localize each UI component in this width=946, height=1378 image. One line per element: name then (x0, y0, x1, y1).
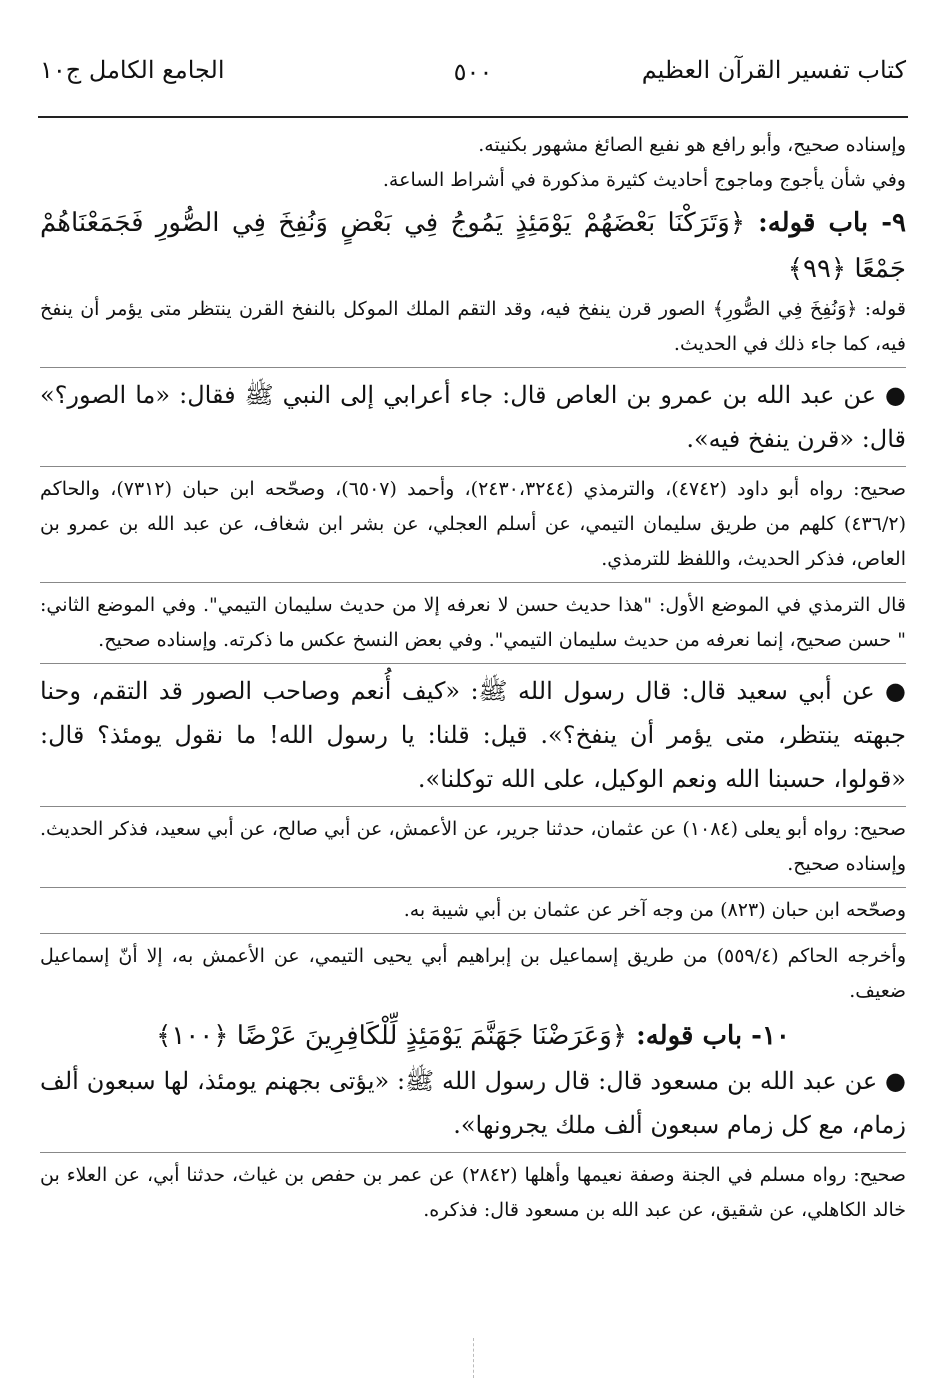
chapter-9-verse: ﴿وَتَرَكْنَا بَعْضَهُمْ يَوْمَئِذٍ يَمُوجُ فِي بَعْضٍ وَنُفِخَ فِي الصُّورِ فَجَمَعْنَاهُمْ جَمْعًا ﴿٩٩﴾ (40, 208, 906, 284)
divider (40, 806, 906, 807)
volume-label: الجامع الكامل ج١٠ (40, 56, 225, 84)
hadith-1: ● عن عبد الله بن عمرو بن العاص قال: جاء أعرابي إلى النبي ﷺ فقال: «ما الصور؟» قال: «قرن ينفخ فيه». (40, 381, 906, 453)
divider (40, 367, 906, 368)
chapter-10-verse: ﴿وَعَرَضْنَا جَهَنَّمَ يَوْمَئِذٍ لِّلْكَافِرِينَ عَرْضًا ﴿١٠٠﴾ (156, 1021, 628, 1051)
takhrij-1: صحيح: رواه أبو داود (٤٧٤٢)، والترمذي (٢٤٣٠،٣٢٤٤)، وأحمد (٦٥٠٧)، وصحّحه ابن حبان (٧٣١٢)، والحاكم (٤٣٦/٢) كلهم من طريق سليمان التيمي، عن أسلم العجلي، عن بشر ابن شغاف، عن عبد الله بن عمرو بن العاص، فذكر الحديث، واللفظ للترمذي. (40, 478, 906, 570)
divider (40, 663, 906, 664)
page-number: ٥٠٠ (453, 58, 493, 86)
takhrij-3: صحيح: رواه مسلم في الجنة وصفة نعيمها وأهلها (٢٨٤٢) عن عمر بن حفص بن غياث، حدثنا أبي، عن العلاء بن خالد الكاهلي، عن شقيق، عن عبد الله بن مسعود قال: فذكره. (40, 1164, 907, 1221)
chapter-10-label: ١٠- باب قوله: (636, 1021, 790, 1051)
book-title: كتاب تفسير القرآن العظيم (641, 56, 906, 84)
page-header (40, 56, 906, 106)
chapter-9-label: ٩- باب قوله: (758, 208, 906, 238)
divider (40, 1152, 906, 1153)
takhrij-2-note-2: وأخرجه الحاكم (٥٥٩/٤) من طريق إسماعيل بن إبراهيم أبي يحيى التيمي، عن الأعمش به، إلا أنّ إسماعيل ضعيف. (40, 945, 906, 1002)
divider (40, 582, 906, 583)
divider (40, 887, 906, 888)
paragraph-2: وفي شأن يأجوج وماجوج أحاديث كثيرة مذكورة في أشراط الساعة. (382, 169, 906, 191)
takhrij-2: صحيح: رواه أبو يعلى (١٠٨٤) عن عثمان، حدثنا جرير، عن الأعمش، عن أبي صالح، عن أبي سعيد، فذكر الحديث. وإسناده صحيح. (40, 818, 906, 875)
verse-commentary: قوله: ﴿وَنُفِخَ فِي الصُّورِ﴾ الصور قرن ينفخ فيه، وقد التقم الملك الموكل بالنفخ القرن ينتظر متى يؤمر أن ينفخ فيه، كما جاء ذلك في الحديث. (40, 298, 906, 355)
chapter-10-heading (40, 1013, 906, 1059)
paragraph-1: وإسناده صحيح، وأبو رافع هو نفيع الصائغ مشهور بكنيته. (478, 134, 906, 156)
hadith-2: ● عن أبي سعيد قال: قال رسول الله ﷺ: «كيف أُنعم وصاحب الصور قد التقم، وحنا جبهته ينتظر، متى يؤمر أن ينفخ؟». قيل: قلنا: يا رسول الله! ما نقول يومئذ؟ قال: «قولوا، حسبنا الله ونعم الوكيل، على الله توكلنا». (40, 677, 906, 793)
hadith-3: ● عن عبد الله بن مسعود قال: قال رسول الله ﷺ: «يؤتى بجهنم يومئذ، لها سبعون ألف زمام، مع كل زمام سبعون ألف ملك يجرونها». (40, 1067, 906, 1139)
divider (40, 466, 906, 467)
divider (40, 933, 906, 934)
header-rule (38, 116, 908, 118)
takhrij-2-note: وصحّحه ابن حبان (٨٢٣) من وجه آخر عن عثمان بن أبي شيبة به. (403, 899, 906, 921)
binding-mark (473, 1338, 474, 1378)
chapter-9-heading (40, 200, 906, 292)
page-body (40, 120, 906, 1228)
takhrij-1-note: قال الترمذي في الموضع الأول: "هذا حديث حسن لا نعرفه إلا من حديث سليمان التيمي". وفي الموضع الثاني: " حسن صحيح، إنما نعرفه من حديث سليمان التيمي". وفي بعض النسخ عكس ما ذكرته. وإسناده صحيح. (40, 594, 906, 651)
